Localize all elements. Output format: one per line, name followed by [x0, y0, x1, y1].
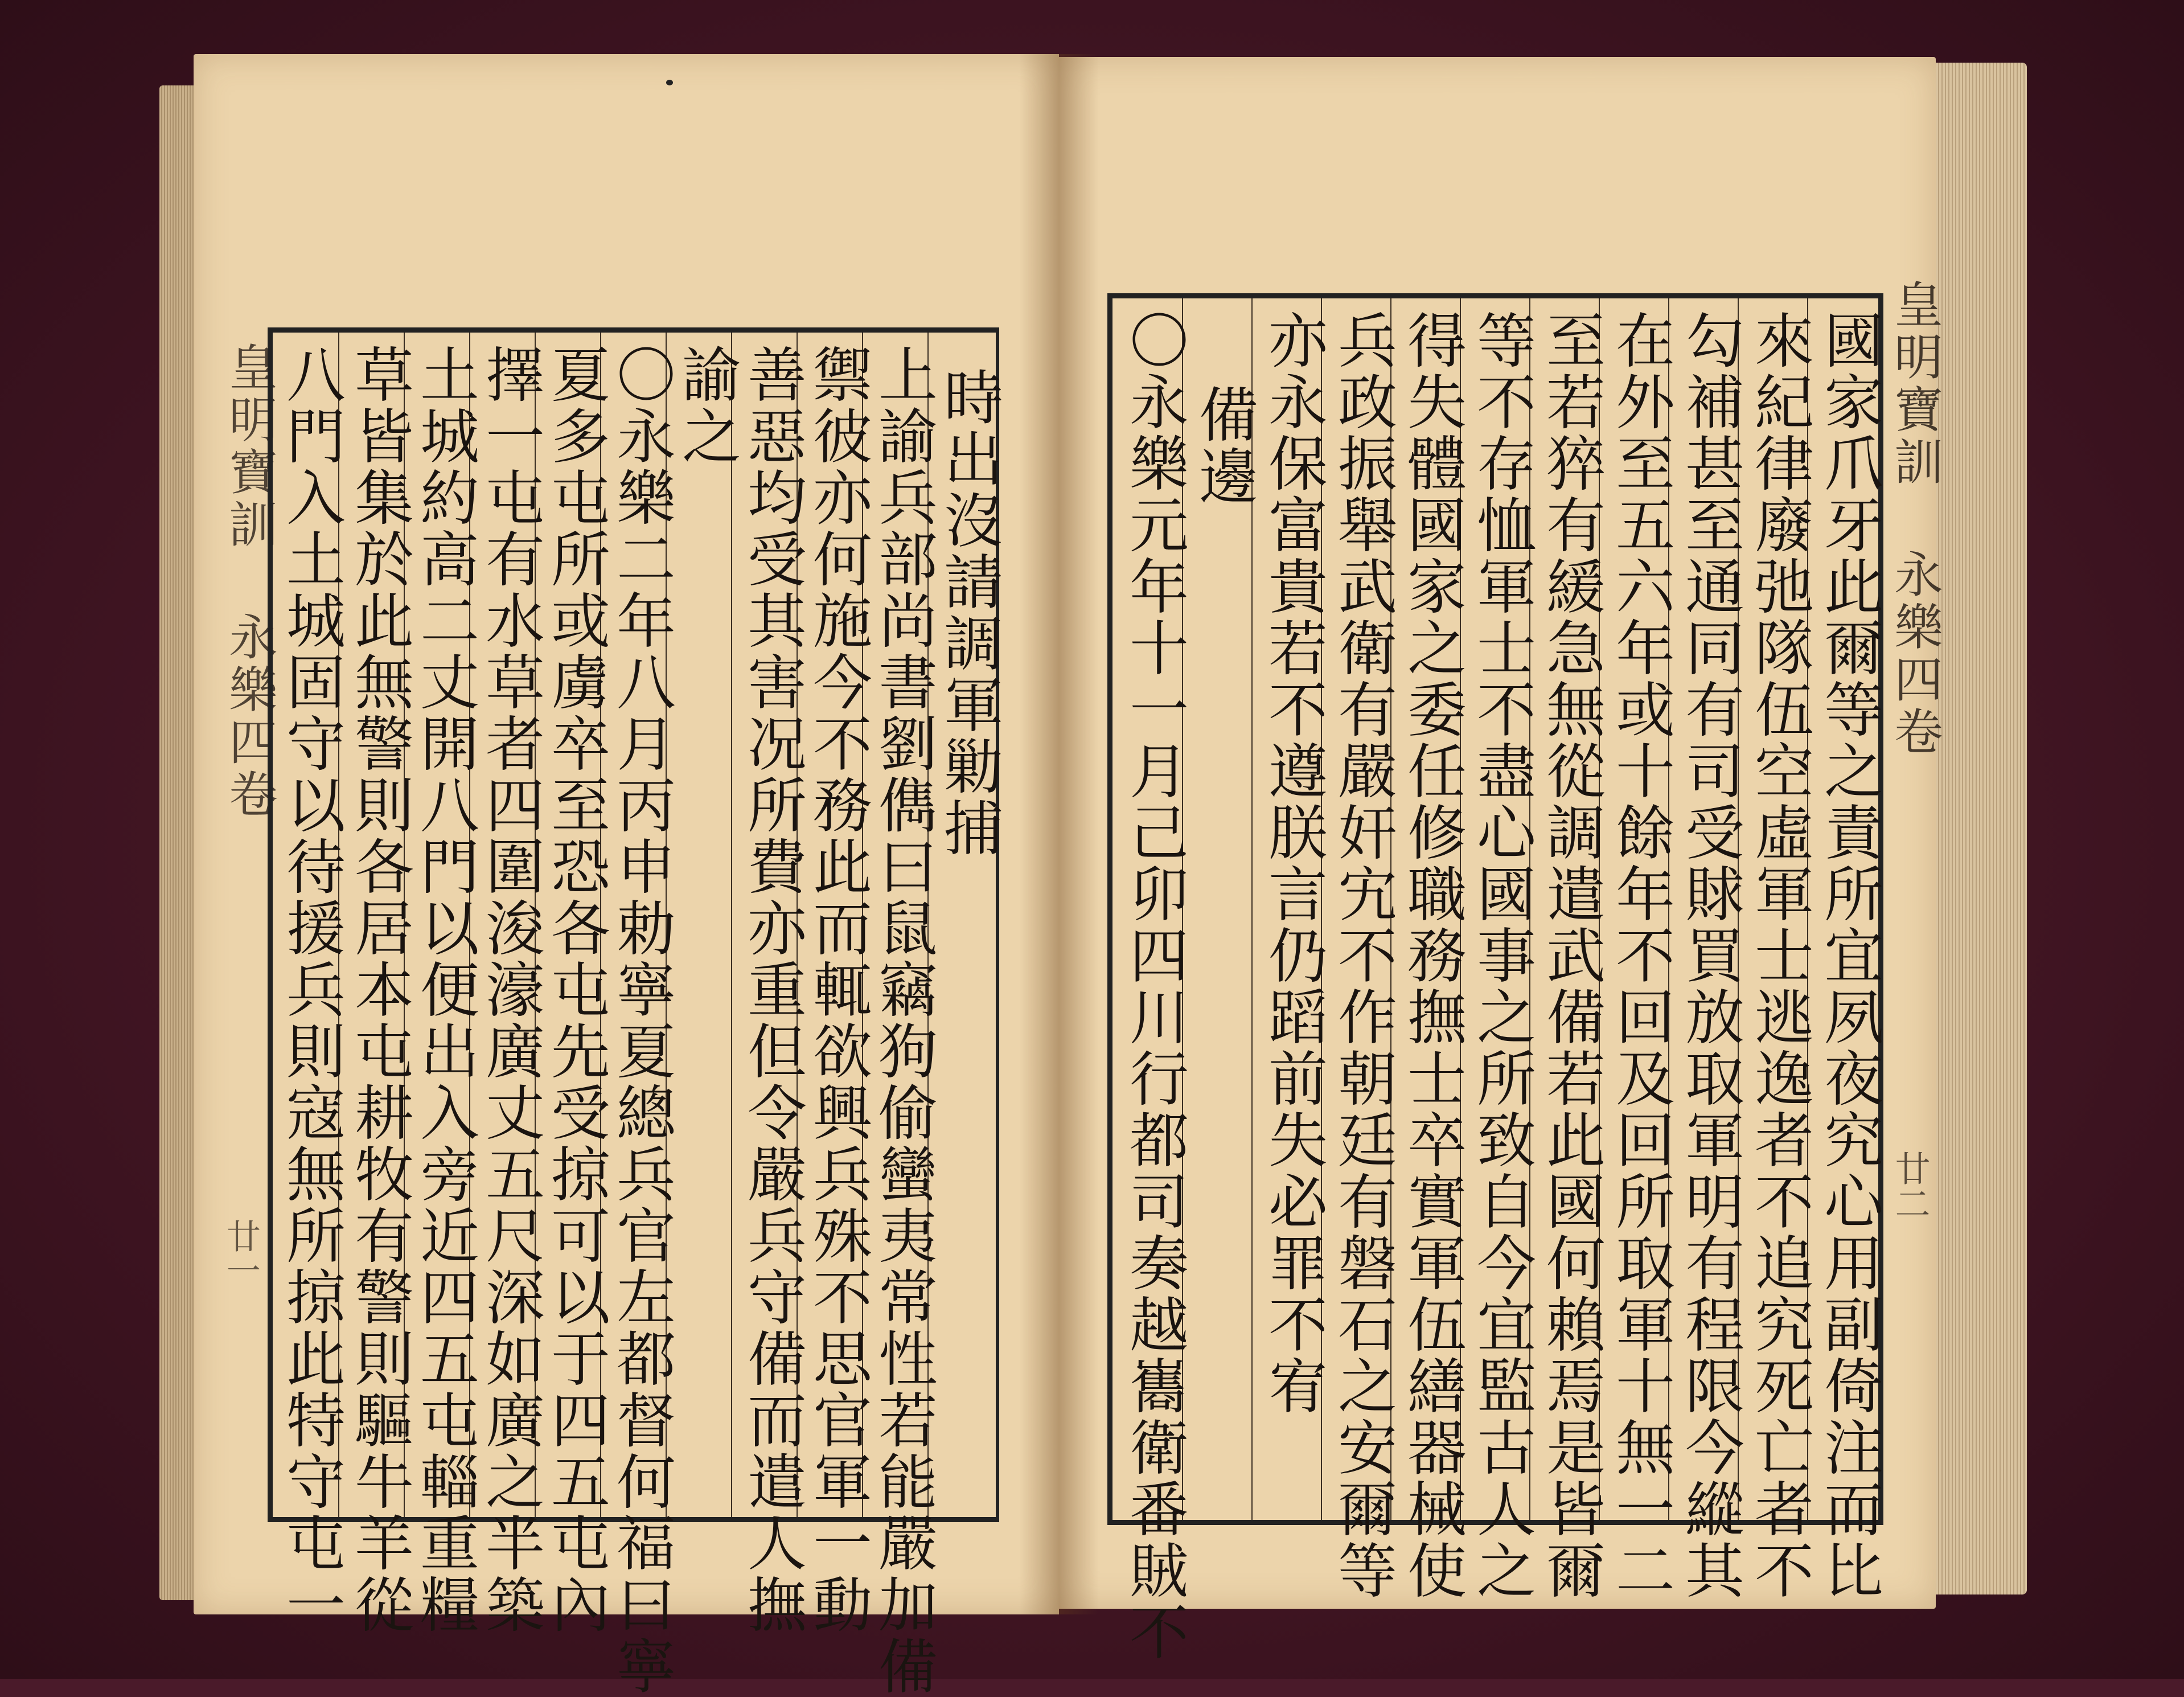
left-column-9: 土城約高二丈開八門以便出入旁近四五屯輜重糧 — [410, 344, 479, 1635]
right-column-1: 國家爪牙此爾等之責所宜夙夜究心用副倚注而比 — [1814, 310, 1883, 1601]
left-column-11: 八門入土城固守以待援兵則寇無所掠此特守屯一 — [276, 344, 346, 1635]
left-column-6: 〇永樂二年八月丙申勅寧夏總兵官左都督何福曰寧 — [606, 344, 676, 1697]
right-page-number: 廿二 — [1889, 1150, 1931, 1221]
right-column-10: 備邊 — [1189, 384, 1258, 507]
left-column-3: 禦彼亦何施今不務此而輒欲興兵殊不思官軍一動 — [803, 344, 872, 1635]
right-column-3: 勾補甚至通同有司受賕買放取軍明有程限今縱其 — [1675, 310, 1744, 1601]
left-column-8: 擇一屯有水草者四圍浚濠廣丈五尺深如廣之半築 — [475, 344, 545, 1635]
left-column-1: 時出沒請調軍勦捕 — [934, 367, 1003, 859]
left-page-number: 廿一 — [221, 1219, 261, 1287]
left-column-4: 善惡均受其害况所費亦重但令嚴兵守備而遣人撫 — [737, 344, 807, 1635]
ink-spot — [666, 80, 673, 85]
left-column-5: 諭之 — [672, 344, 741, 467]
right-column-11: 〇永樂元年十一月己卯四川行都司奏越巂衛番賊不 — [1119, 310, 1189, 1663]
left-text-frame — [268, 327, 1003, 1697]
left-column-2: 上諭兵部尚書劉儁曰鼠竊狗偷蠻夷常性若能嚴加備 — [868, 344, 938, 1697]
left-column-10: 草皆集於此無警則各居本屯耕牧有警則驅牛羊從 — [344, 344, 414, 1635]
right-column-2: 來紀律廢弛隊伍空虛軍士逃逸者不追究死亡者不 — [1744, 310, 1814, 1601]
book-gutter — [1019, 54, 1099, 1614]
right-column-7: 得失體國家之委任修職務撫士卒實軍伍繕器械使 — [1397, 310, 1467, 1601]
left-edge-title: 皇明寶訓 永樂四卷 — [220, 342, 277, 821]
left-column-7: 夏多屯所或虜卒至恐各屯先受掠可以于四五屯內 — [541, 344, 610, 1635]
right-column-4: 在外至五六年或十餘年不回及回所取軍十無一二 — [1606, 310, 1675, 1601]
right-page-stack — [1936, 63, 2027, 1594]
right-text-frame — [1107, 293, 1883, 1663]
right-column-9: 亦永保富貴若不遵朕言仍蹈前失必罪不宥 — [1258, 310, 1328, 1417]
right-column-8: 兵政振舉武衛有嚴奸宄不作朝廷有磐石之安爾等 — [1328, 310, 1397, 1601]
right-edge-title: 皇明寶訓 永樂四卷 — [1886, 279, 1943, 759]
right-column-6: 等不存恤軍士不盡心國事之所致自今宜監古人之 — [1467, 310, 1536, 1601]
right-column-5: 至若猝有緩急無從調遣武備若此國何賴焉是皆爾 — [1536, 310, 1606, 1601]
